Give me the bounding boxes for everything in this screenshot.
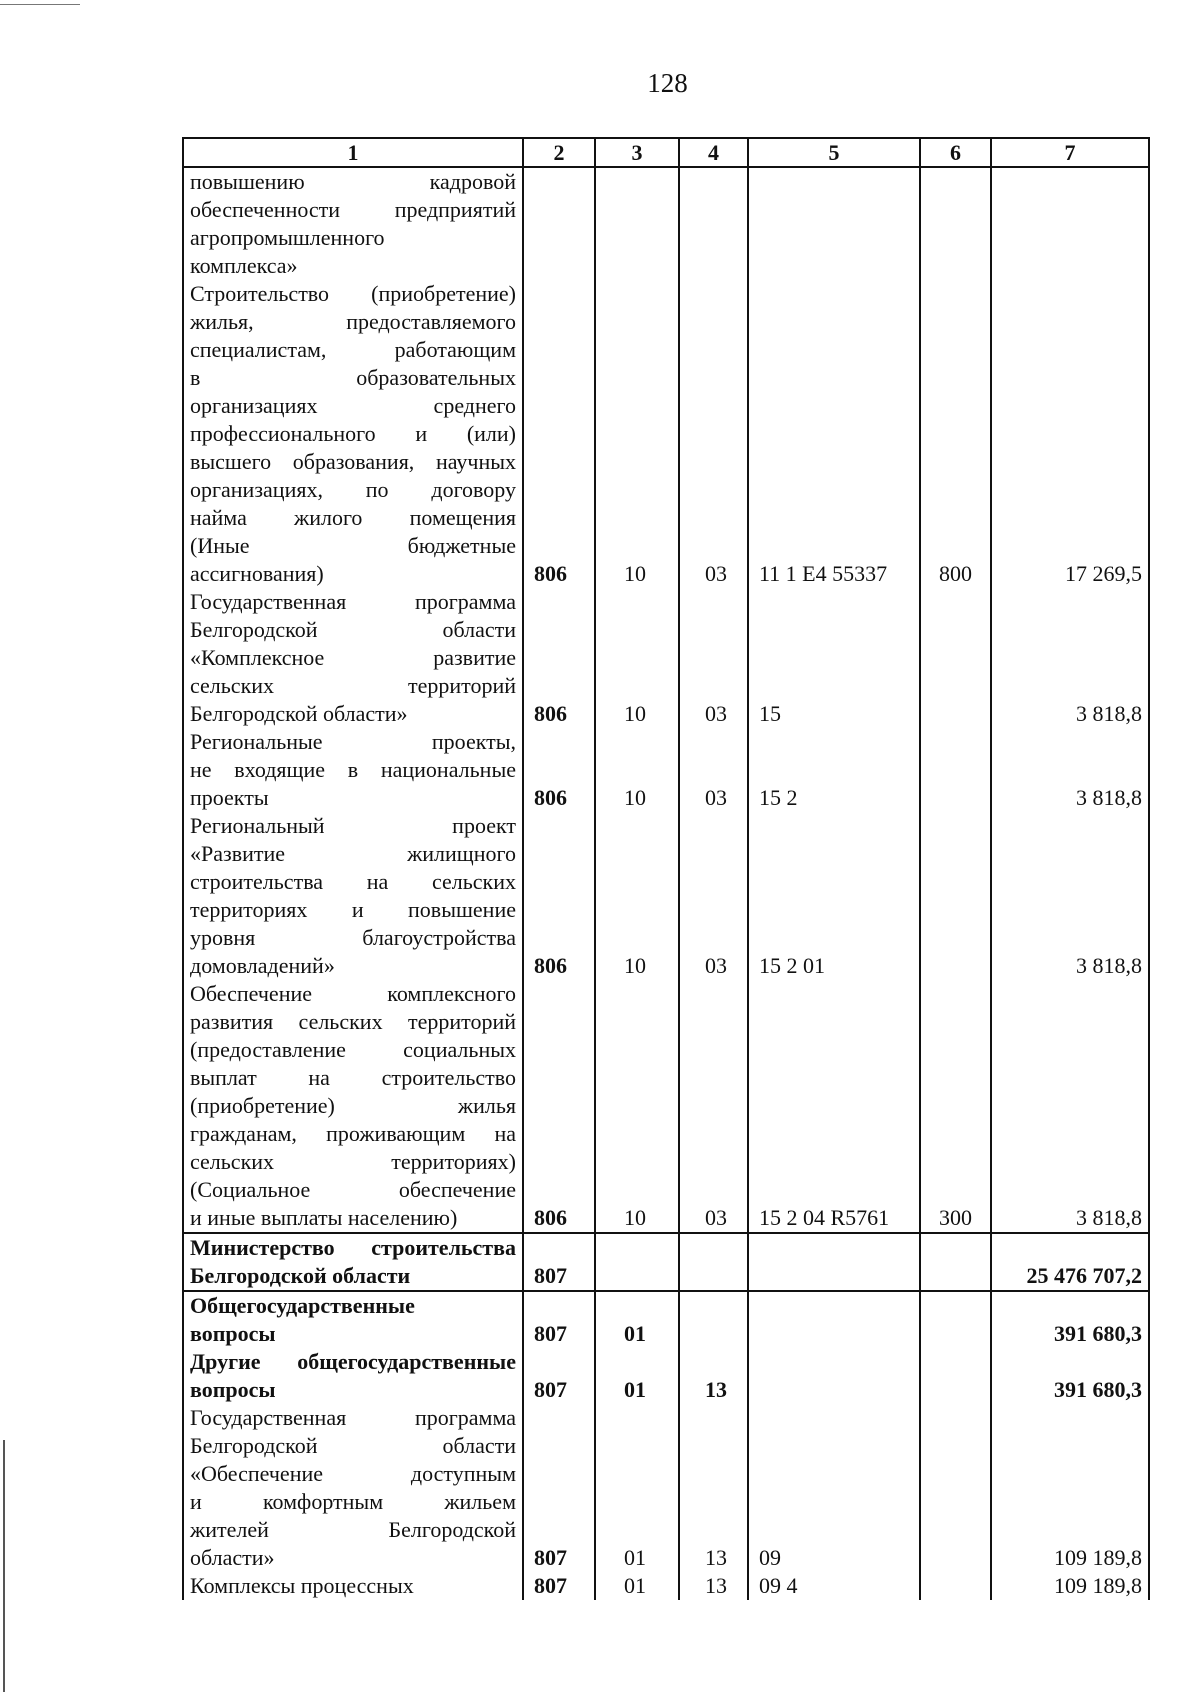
section-code-value: 10 — [624, 785, 646, 810]
expense-type-cell — [920, 728, 991, 812]
subsection-code-cell — [679, 980, 748, 1233]
column-header-6: 6 — [920, 138, 991, 167]
scan-artifact-line — [0, 4, 80, 5]
row-name-line: найма жилого помещения — [190, 505, 516, 530]
subsection-code-value: 03 — [705, 953, 727, 978]
row-name-line: развития сельских территорий — [190, 1009, 516, 1034]
table-row — [183, 1291, 1149, 1348]
subsection-code-cell — [679, 1233, 748, 1291]
expense-type-cell — [920, 167, 991, 280]
row-name-line: Белгородской области — [190, 1263, 411, 1288]
section-code-value: 10 — [624, 953, 646, 978]
expense-type-cell — [920, 1291, 991, 1348]
amount-value: 391 680,3 — [1054, 1321, 1142, 1346]
section-code-value: 10 — [624, 561, 646, 586]
expense-type-cell — [920, 280, 991, 588]
section-code-cell — [595, 812, 679, 980]
row-name-cell — [183, 812, 523, 980]
row-name-line: уровня благоустройства — [190, 925, 516, 950]
ministry-code-cell — [523, 728, 595, 812]
ministry-code-cell — [523, 1404, 595, 1572]
row-name-line: повышению кадровой — [190, 169, 516, 194]
row-name-line: и иные выплаты населению) — [190, 1205, 458, 1230]
row-name-line: не входящие в национальные — [190, 757, 516, 782]
row-name-line: ассигнования) — [190, 561, 324, 586]
column-header-1: 1 — [183, 138, 523, 167]
ministry-code-cell — [523, 1233, 595, 1291]
ministry-code-value: 807 — [534, 1573, 567, 1598]
row-name-line: выплат на строительство — [190, 1065, 516, 1090]
column-header-2: 2 — [523, 138, 595, 167]
row-name-cell — [183, 1233, 523, 1291]
target-article-cell — [748, 1572, 920, 1600]
subsection-code-cell — [679, 167, 748, 280]
row-name-line: Региональный проект — [190, 813, 516, 838]
ministry-code-cell — [523, 588, 595, 728]
row-name-line: высшего образования, научных — [190, 449, 516, 474]
ministry-code-cell — [523, 1348, 595, 1404]
amount-value: 109 189,8 — [1054, 1573, 1142, 1598]
section-code-cell — [595, 1404, 679, 1572]
row-name-line: сельских территорий — [190, 673, 516, 698]
amount-cell — [991, 1291, 1149, 1348]
target-article-cell — [748, 728, 920, 812]
ministry-code-cell — [523, 167, 595, 280]
ministry-code-value: 807 — [534, 1545, 567, 1570]
row-name-line: Обеспечение комплексного — [190, 981, 516, 1006]
amount-cell — [991, 1348, 1149, 1404]
row-name-line: организациях, по договору — [190, 477, 516, 502]
row-name-line: Другие общегосударственные — [190, 1349, 516, 1374]
table-row — [183, 1572, 1149, 1600]
row-name-line: вопросы — [190, 1377, 276, 1402]
table-row — [183, 167, 1149, 280]
target-article-value: 09 4 — [759, 1573, 798, 1598]
subsection-code-value: 13 — [705, 1377, 727, 1402]
row-name-cell — [183, 280, 523, 588]
table-body — [183, 167, 1149, 1600]
target-article-cell — [748, 1404, 920, 1572]
row-name-line: комплекса» — [190, 253, 298, 278]
section-code-cell — [595, 980, 679, 1233]
row-name-line: области» — [190, 1545, 275, 1570]
row-name-line: «Комплексное развитие — [190, 645, 516, 670]
amount-value: 109 189,8 — [1054, 1545, 1142, 1570]
row-name-line: специалистам, работающим — [190, 337, 516, 362]
table-row — [183, 728, 1149, 812]
table-row — [183, 1404, 1149, 1572]
target-article-cell — [748, 1291, 920, 1348]
section-code-cell — [595, 1233, 679, 1291]
subsection-code-cell — [679, 812, 748, 980]
subsection-code-value: 03 — [705, 785, 727, 810]
section-code-value: 01 — [624, 1377, 646, 1402]
expense-type-value: 800 — [939, 561, 972, 586]
row-name-line: (Иные бюджетные — [190, 533, 516, 558]
amount-cell — [991, 1572, 1149, 1600]
amount-cell — [991, 1404, 1149, 1572]
subsection-code-cell — [679, 1291, 748, 1348]
row-name-cell — [183, 1404, 523, 1572]
row-name-line: Общегосударственные — [190, 1293, 415, 1318]
row-name-cell — [183, 1348, 523, 1404]
scan-edge-line — [3, 1440, 5, 1692]
ministry-code-value: 806 — [534, 1205, 567, 1230]
target-article-value: 09 — [759, 1545, 781, 1570]
amount-value: 3 818,8 — [1076, 701, 1142, 726]
row-name-line: агропромышленного — [190, 225, 385, 250]
page-number: 128 — [647, 68, 688, 98]
subsection-code-value: 13 — [705, 1573, 727, 1598]
ministry-code-value: 806 — [534, 785, 567, 810]
row-name-line: Министерство строительства — [190, 1235, 516, 1260]
expense-type-cell — [920, 980, 991, 1233]
section-code-cell — [595, 167, 679, 280]
amount-value: 391 680,3 — [1054, 1377, 1142, 1402]
row-name-line: обеспеченности предприятий — [190, 197, 516, 222]
section-code-cell — [595, 280, 679, 588]
expense-type-cell — [920, 1572, 991, 1600]
header-row — [183, 138, 1149, 167]
section-code-cell — [595, 588, 679, 728]
row-name-line: вопросы — [190, 1321, 276, 1346]
section-code-cell — [595, 728, 679, 812]
row-name-line: «Обеспечение доступным — [190, 1461, 516, 1486]
table-row — [183, 588, 1149, 728]
row-name-cell — [183, 588, 523, 728]
column-header-7: 7 — [991, 138, 1149, 167]
row-name-cell — [183, 167, 523, 280]
ministry-code-value: 807 — [534, 1321, 567, 1346]
target-article-cell — [748, 588, 920, 728]
amount-cell — [991, 980, 1149, 1233]
row-name-line: и комфортным жильем — [190, 1489, 516, 1514]
section-code-value: 01 — [624, 1545, 646, 1570]
expense-type-value: 300 — [939, 1205, 972, 1230]
target-article-value: 15 — [759, 701, 781, 726]
target-article-value: 15 2 — [759, 785, 798, 810]
subsection-code-value: 13 — [705, 1545, 727, 1570]
subsection-code-value: 03 — [705, 1205, 727, 1230]
subsection-code-value: 03 — [705, 561, 727, 586]
ministry-code-value: 807 — [534, 1377, 567, 1402]
row-name-line: гражданам, проживающим на — [190, 1121, 516, 1146]
ministry-code-value: 806 — [534, 561, 567, 586]
section-code-value: 10 — [624, 701, 646, 726]
row-name-line: Строительство (приобретение) — [190, 281, 516, 306]
amount-cell — [991, 167, 1149, 280]
amount-value: 3 818,8 — [1076, 953, 1142, 978]
amount-value: 25 476 707,2 — [1026, 1263, 1142, 1288]
budget-table — [182, 137, 1150, 1600]
row-name-line: жилья, предоставляемого — [190, 309, 516, 334]
target-article-cell — [748, 1348, 920, 1404]
amount-cell — [991, 1233, 1149, 1291]
column-header-4: 4 — [679, 138, 748, 167]
ministry-code-cell — [523, 1291, 595, 1348]
row-name-line: территориях и повышение — [190, 897, 516, 922]
row-name-line: (предоставление социальных — [190, 1037, 516, 1062]
amount-cell — [991, 588, 1149, 728]
row-name-line: (Социальное обеспечение — [190, 1177, 516, 1202]
subsection-code-cell — [679, 588, 748, 728]
row-name-line: строительства на сельских — [190, 869, 516, 894]
expense-type-cell — [920, 1404, 991, 1572]
row-name-line: Государственная программа — [190, 1405, 516, 1430]
ministry-code-cell — [523, 1572, 595, 1600]
amount-cell — [991, 728, 1149, 812]
subsection-code-cell — [679, 1348, 748, 1404]
table-row — [183, 280, 1149, 588]
ministry-code-cell — [523, 812, 595, 980]
amount-value: 3 818,8 — [1076, 1205, 1142, 1230]
row-name-line: Белгородской области — [190, 617, 516, 642]
target-article-cell — [748, 1233, 920, 1291]
section-code-cell — [595, 1291, 679, 1348]
row-name-line: профессионального и (или) — [190, 421, 516, 446]
ministry-code-cell — [523, 280, 595, 588]
amount-value: 17 269,5 — [1065, 561, 1142, 586]
row-name-line: Белгородской области» — [190, 701, 408, 726]
row-name-line: Государственная программа — [190, 589, 516, 614]
row-name-cell — [183, 1572, 523, 1600]
ministry-code-value: 806 — [534, 701, 567, 726]
row-name-line: в образовательных — [190, 365, 516, 390]
table-row — [183, 1348, 1149, 1404]
amount-value: 3 818,8 — [1076, 785, 1142, 810]
table-row — [183, 1233, 1149, 1291]
column-header-5: 5 — [748, 138, 920, 167]
column-header-3: 3 — [595, 138, 679, 167]
row-name-line: сельских территориях) — [190, 1149, 516, 1174]
row-name-line: проекты — [190, 785, 269, 810]
ministry-code-value: 807 — [534, 1263, 567, 1288]
subsection-code-cell — [679, 728, 748, 812]
table-row — [183, 980, 1149, 1233]
row-name-line: жителей Белгородской — [190, 1517, 516, 1542]
row-name-line: Белгородской области — [190, 1433, 516, 1458]
expense-type-cell — [920, 1233, 991, 1291]
subsection-code-cell — [679, 280, 748, 588]
row-name-line: (приобретение) жилья — [190, 1093, 516, 1118]
row-name-cell — [183, 980, 523, 1233]
ministry-code-value: 806 — [534, 953, 567, 978]
subsection-code-cell — [679, 1572, 748, 1600]
amount-cell — [991, 812, 1149, 980]
row-name-line: организациях среднего — [190, 393, 516, 418]
target-article-cell — [748, 167, 920, 280]
table-row — [183, 812, 1149, 980]
row-name-cell — [183, 1291, 523, 1348]
subsection-code-value: 03 — [705, 701, 727, 726]
section-code-value: 01 — [624, 1573, 646, 1598]
expense-type-cell — [920, 812, 991, 980]
expense-type-cell — [920, 588, 991, 728]
target-article-value: 11 1 E4 55337 — [759, 561, 888, 586]
amount-cell — [991, 280, 1149, 588]
target-article-value: 15 2 01 — [759, 953, 825, 978]
target-article-cell — [748, 812, 920, 980]
expense-type-cell — [920, 1348, 991, 1404]
section-code-value: 10 — [624, 1205, 646, 1230]
target-article-cell — [748, 280, 920, 588]
section-code-value: 01 — [624, 1321, 646, 1346]
row-name-line: Комплексы процессных — [190, 1573, 414, 1598]
row-name-line: домовладений» — [190, 953, 335, 978]
row-name-line: Региональные проекты, — [190, 729, 516, 754]
row-name-line: «Развитие жилищного — [190, 841, 516, 866]
ministry-code-cell — [523, 980, 595, 1233]
target-article-value: 15 2 04 R5761 — [759, 1205, 890, 1230]
section-code-cell — [595, 1572, 679, 1600]
target-article-cell — [748, 980, 920, 1233]
subsection-code-cell — [679, 1404, 748, 1572]
section-code-cell — [595, 1348, 679, 1404]
row-name-cell — [183, 728, 523, 812]
